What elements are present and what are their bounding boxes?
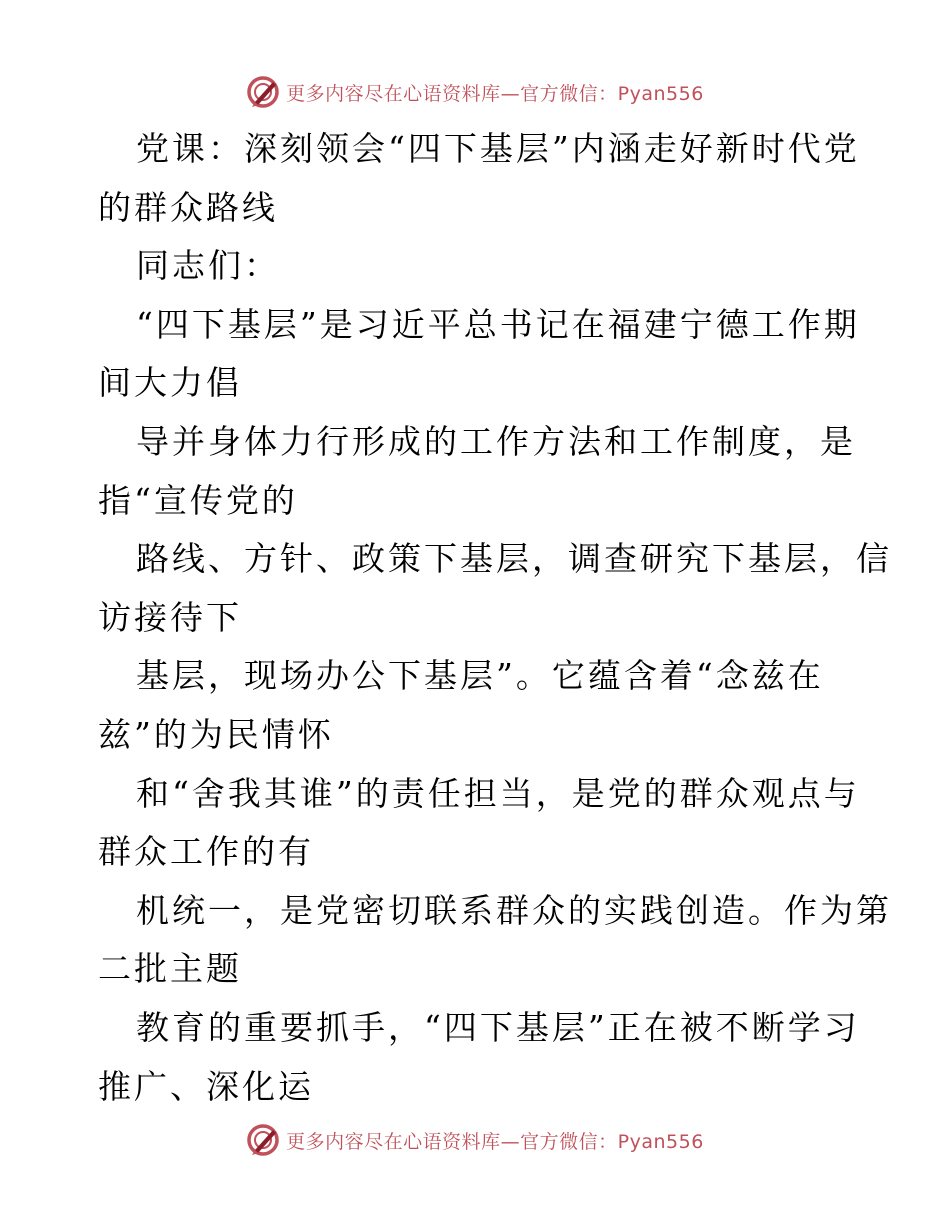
pen-circle-logo-icon	[246, 75, 280, 109]
header-banner	[0, 72, 950, 112]
footer-banner-content	[246, 1123, 704, 1157]
paragraph-line: 兹”的为民情怀	[98, 714, 334, 754]
header-banner-text: 更多内容尽在心语资料库—官方微信：Pyan556	[286, 82, 704, 105]
paragraph-line: 推广、深化运	[98, 1066, 314, 1106]
paragraph-line: 教育的重要抓手，“四下基层”正在被不断学习	[136, 1007, 860, 1047]
paragraph-line: 二批主题	[98, 949, 242, 989]
paragraph-line: 路线、方针、政策下基层，调查研究下基层，信	[136, 539, 892, 579]
paragraph-line: 访接待下	[98, 597, 242, 637]
title-line-2: 的群众路线	[98, 187, 278, 227]
paragraph-line: 导并身体力行形成的工作方法和工作制度，是	[136, 421, 856, 461]
paragraph-line: “四下基层”是习近平总书记在福建宁德工作期	[136, 304, 860, 344]
paragraph-line: 和“舍我其谁”的责任担当，是党的群众观点与	[136, 773, 860, 813]
paragraph-line: 间大力倡	[98, 363, 242, 403]
paragraph-line: 机统一，是党密切联系群众的实践创造。作为第	[136, 890, 892, 930]
document-body	[98, 120, 892, 1116]
paragraph-line: 指“宣传党的	[98, 480, 298, 520]
footer-banner	[0, 1120, 950, 1160]
paragraph-line: 群众工作的有	[98, 832, 314, 872]
footer-banner-text: 更多内容尽在心语资料库—官方微信：Pyan556	[286, 1130, 704, 1153]
pen-circle-logo-icon	[246, 1123, 280, 1157]
header-banner-content	[246, 75, 704, 109]
paragraph-line: 基层，现场办公下基层”。它蕴含着“念兹在	[136, 656, 824, 696]
salutation: 同志们：	[136, 246, 280, 286]
title-line-1: 党课：深刻领会“四下基层”内涵走好新时代党	[136, 129, 860, 168]
